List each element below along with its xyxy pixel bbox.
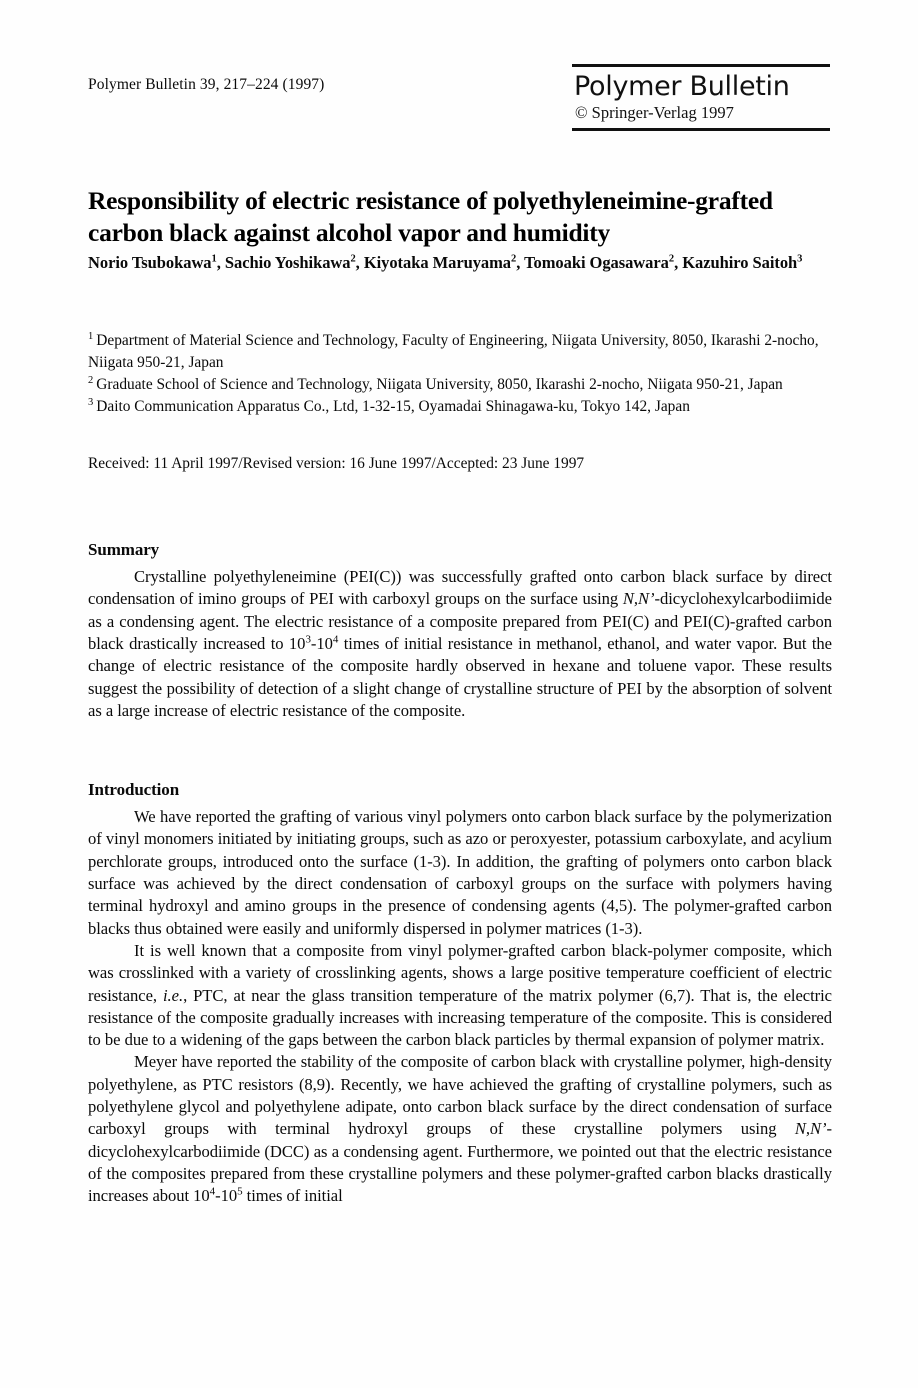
paragraph [88,1051,832,1207]
author-entry [682,253,802,272]
author-affiliation-marker: 3 [797,253,803,265]
author-list [88,250,830,276]
affiliation-item [88,396,830,418]
masthead-journal-title: Polymer Bulletin [574,71,790,102]
affiliation-text: Department of Material Science and Technology, Faculty of Engineering, Niigata University, 8050, Ikarashi 2-nocho, Niigata 950-21, Japan [88,332,819,371]
author-entry [524,253,682,272]
introduction-body [88,806,832,1208]
text-run: -dicyclohexylcarbodiimide (DCC) as a condensing agent. Furthermore, we pointed out that the electric resistance of the composites prepared from these crystalline polymers and these polymer-grafted carbon blacks drastically increases about 10 [88,1119,832,1206]
author-separator: , [216,253,225,272]
affiliation-list [88,330,830,418]
author-affiliation-marker: 1 [211,253,217,265]
affiliation-text: Daito Communication Apparatus Co., Ltd, 1-32-15, Oyamadai Shinagawa-ku, Tokyo 142, Japan [96,397,690,415]
received-dates: Received: 11 April 1997/Revised version: 16 June 1997/Accepted: 23 June 1997 [88,455,585,472]
author-name: Kiyotaka Maruyama [363,253,512,272]
author-entry [225,253,364,272]
author-entry [364,253,524,272]
text-run: -10 [310,633,333,653]
affiliation-marker: 1 [88,330,94,342]
author-entry [88,253,225,272]
author-affiliation-marker: 2 [511,253,517,265]
author-name: Norio Tsubokawa [88,253,212,272]
journal-masthead [572,64,830,131]
text-run: times of initial resistance in methanol, ethanol, and water vapor. But the change of electric resistance of the composite hardly observed in hexane and toluene vapor. These results suggest the possibility of detection of a slight change of crystalline structure of PEI by the absorption of solvent as a large increase of electric resistance of the composite. [88,633,832,720]
affiliation-item [88,330,830,374]
exponent: 5 [237,1185,243,1198]
author-name: Kazuhiro Saitoh [682,253,798,272]
chemical-notation: N,N’ [622,589,655,609]
summary-body [88,566,832,722]
text-run: Meyer have reported the stability of the composite of carbon black with crystalline polymer, high-density polyethylene, as PTC resistors (8,9). Recently, we have achieved the grafting of crystalline polymers, such as polyethylene glycol and polyethylene adipate, onto carbon black surface by the direct condensation of surface carboxyl groups with terminal hydroxyl groups of these crystalline polymers using [88,1052,832,1139]
author-affiliation-marker: 2 [668,253,675,265]
exponent: 4 [332,633,339,646]
text-run: It is well known that a composite from vinyl polymer-grafted carbon black-polymer composite, which was crosslinked with a variety of crosslinking agents, shows a large positive temperature coefficient of electric resistance, [88,940,832,1005]
journal-reference: Polymer Bulletin 39, 217–224 (1997) [88,76,325,93]
paragraph: We have reported the grafting of various vinyl polymers onto carbon black surface by the polymerization of vinyl monomers initiated by initiating groups, such as azo or peroxyester, potassium carboxylate, and acylium perchlorate groups, introduced onto the surface (1-3). In addition, the grafting of polymers onto carbon black surface was achieved by the direct condensation of carboxyl groups on the surface with polymers having terminal hydroxyl and amino groups in the presence of condensing agents (4,5). The polymer-grafted carbon blacks thus obtained were easily and uniformly dispersed in polymer matrices (1-3). [88,807,832,938]
article-title: Responsibility of electric resistance of polyethyleneimine-grafted carbon black against alcohol vapor and humidity [88,186,773,248]
author-separator: , [355,253,364,272]
section-heading-summary: Summary [88,540,160,560]
author-name: Tomoaki Ogasawara [524,253,669,272]
section-heading-introduction: Introduction [88,780,180,800]
affiliation-marker: 2 [88,374,94,386]
affiliation-marker: 3 [88,396,94,408]
text-run: Crystalline polyethyleneimine (PEI(C)) was successfully grafted onto carbon black surface by direct condensation of imino groups of PEI with carboxyl groups on the surface using [88,567,832,609]
exponent: 4 [209,1185,216,1198]
text-run: -10 [215,1186,238,1206]
paragraph [88,940,832,1052]
author-affiliation-marker: 2 [350,253,356,265]
chemical-notation: N,N’ [794,1119,827,1139]
author-separator: , [674,253,683,272]
exponent: 3 [305,633,311,646]
text-run: , PTC, at near the glass transition temperature of the matrix polymer (6,7). That is, the electric resistance of the composite gradually increases with increasing temperature of the composite. This is considered to be due to a widening of the gaps between the carbon black particles by thermal expansion of polymer matrix. [88,985,832,1050]
text-run: -dicyclohexylcarbodiimide as a condensing agent. The electric resistance of a composite prepared from PEI(C) and PEI(C)-grafted carbon black drastically increased to 10 [88,589,832,653]
text-run: times of initial [242,1186,343,1206]
author-separator: , [516,253,525,272]
affiliation-text: Graduate School of Science and Technology, Niigata University, 8050, Ikarashi 2-nocho, Niigata 950-21, Japan [96,375,783,393]
page-header [88,64,830,156]
latin-abbreviation: i.e. [162,985,184,1005]
masthead-publisher: © Springer-Verlag 1997 [575,103,734,123]
paragraph [88,566,832,722]
affiliation-item [88,374,830,396]
author-name: Sachio Yoshikawa [224,253,351,272]
